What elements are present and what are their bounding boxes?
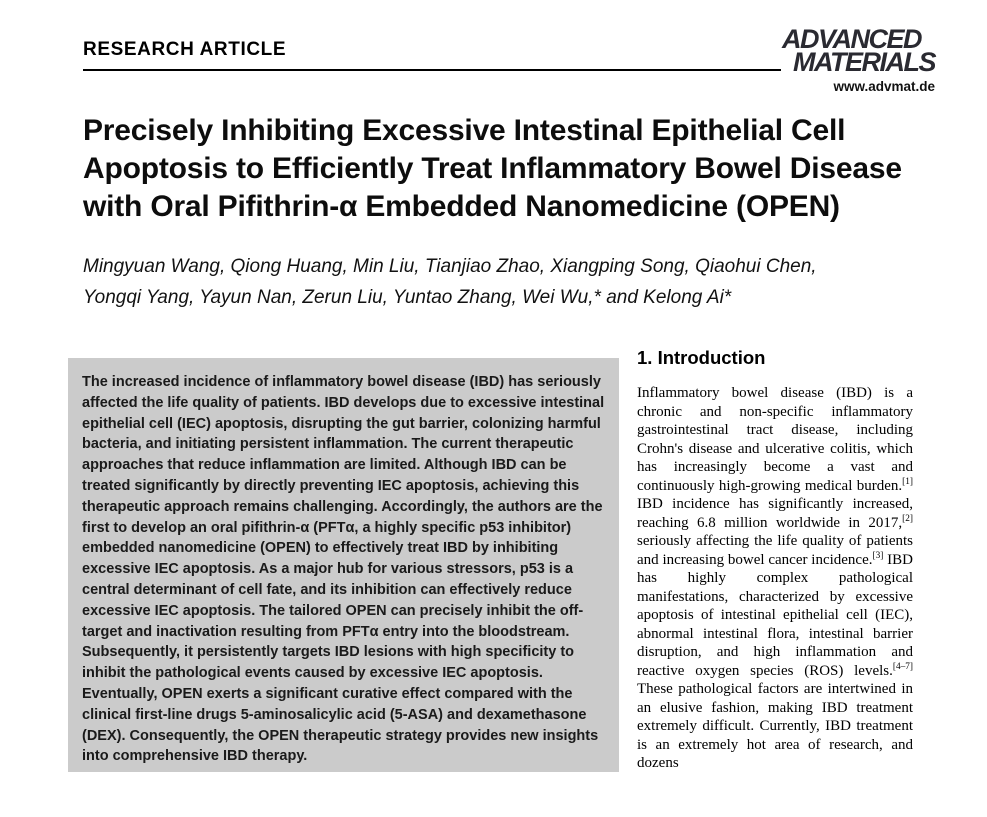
header-divider-rule: [83, 69, 781, 71]
introduction-paragraph: Inflammatory bowel disease (IBD) is a chronic and non-specific inflammatory gastrointestinal tract disease, including Crohn's disease and ulcerative colitis, which has increasingly become a vast and continuously high-growing medical burden.[1] IBD incidence has significantly increased, reaching 6.8 million worldwide in 2017,[2] seriously affecting the life quality of patients and increasing bowel cancer incidence.[3] IBD has highly complex pathological manifestations, characterized by excessive apoptosis of intestinal epithelial cell (IEC), abnormal intestinal flora, intestinal barrier disruption, and high inflammation and reactive oxygen species (ROS) levels.[4–7] These pathological factors are intertwined in an elusive fashion, making IBD treatment extremely difficult. Currently, IBD treatment is an extremely hot area of research, and dozens: [637, 385, 913, 771]
title-line-3: with Oral Pifithrin-α Embedded Nanomedicine (OPEN): [83, 190, 840, 223]
abstract-text: The increased incidence of inflammatory bowel disease (IBD) has seriously affected the life quality of patients. IBD develops due to excessive intestinal epithelial cell (IEC) apoptosis, disrupting the gut barrier, colonizing harmful bacteria, and initiating persistent inflammation. The current therapeutic approaches that reduce inflammation are limited. Although IBD can be treated significantly by directly preventing IEC apoptosis, achieving this therapeutic approach remains challenging. Accordingly, the authors are the first to develop an oral pifithrin-α (PFTα, a highly specific p53 inhibitor) embedded nanomedicine (OPEN) to effectively treat IBD by inhibiting excessive IEC apoptosis. As a major hub for various stressors, p53 is a central determinant of cell fate, and its inhibition can effectively reduce excessive IEC apoptosis. The tailored OPEN can precisely inhibit the off-target and inactivation resulting from PFTα entry into the bloodstream. Subsequently, it persistently targets IBD lesions with high specificity to inhibit the pathological events caused by excessive IEC apoptosis. Eventually, OPEN exerts a significant curative effect compared with the clinical first-line drugs 5-aminosalicylic acid (5-ASA) and dexamethasone (DEX). Consequently, the OPEN therapeutic strategy provides new insights into comprehensive IBD therapy.: [82, 374, 605, 765]
author-list: [83, 251, 933, 313]
introduction-section: [637, 347, 913, 773]
section-heading-introduction: 1. Introduction: [637, 347, 766, 368]
reference-marker: [1]: [902, 476, 913, 487]
journal-name-line1: ADVANCED: [781, 24, 921, 54]
author-line-1: Mingyuan Wang, Qiong Huang, Min Liu, Tianjiao Zhao, Xiangping Song, Qiaohui Chen,: [83, 256, 817, 277]
journal-logo: [781, 24, 935, 94]
reference-marker: [2]: [902, 513, 913, 524]
title-line-1: Precisely Inhibiting Excessive Intestinal Epithelial Cell: [83, 114, 846, 147]
author-line-2: Yongqi Yang, Yayun Nan, Zerun Liu, Yuntao Zhang, Wei Wu,* and Kelong Ai*: [83, 287, 732, 308]
journal-website-link[interactable]: www.advmat.de: [833, 79, 935, 94]
journal-name-line2: MATERIALS: [793, 47, 935, 77]
title-line-2: Apoptosis to Efficiently Treat Inflammatory Bowel Disease: [83, 152, 902, 185]
article-title: [83, 112, 933, 226]
abstract-box: [68, 358, 619, 772]
article-type-kicker: RESEARCH ARTICLE: [83, 39, 287, 60]
reference-marker: [4–7]: [892, 661, 913, 672]
reference-marker: [3]: [872, 550, 884, 561]
